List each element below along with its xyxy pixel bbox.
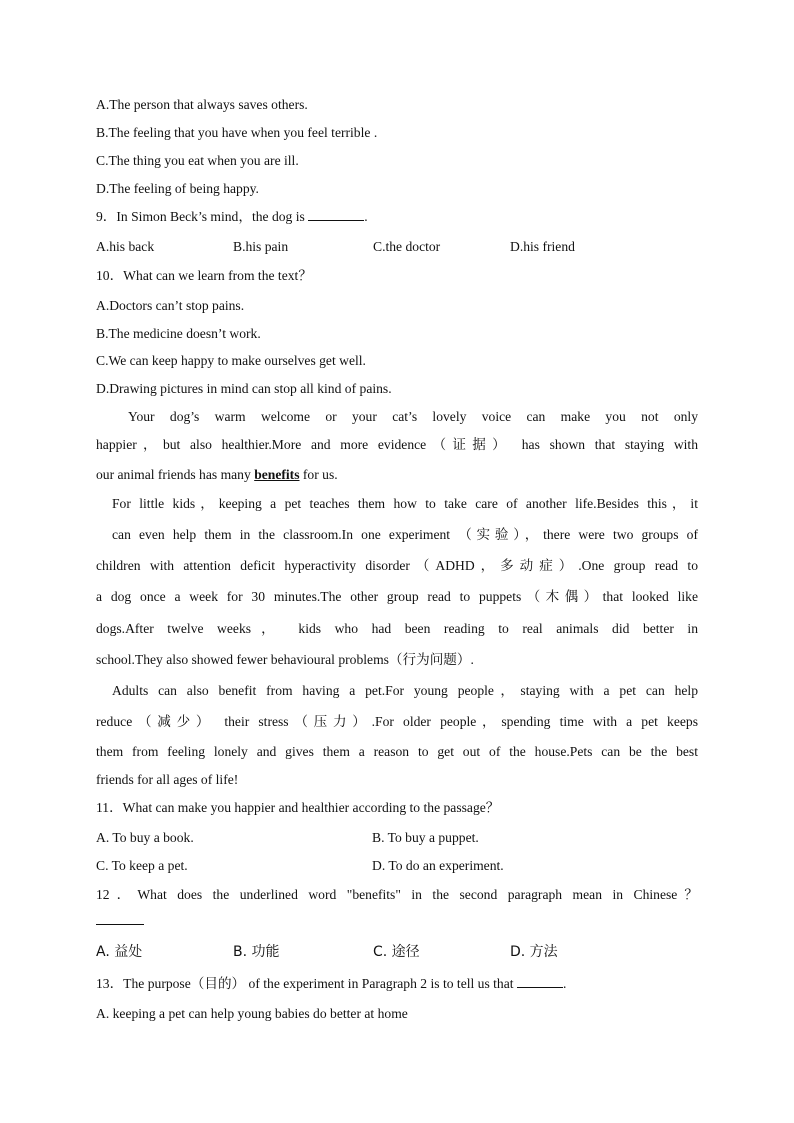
q9-answer-blank: [308, 208, 364, 221]
underlined-word-benefits: benefits: [254, 467, 300, 482]
passage-p1-line1: Your dog’s warm welcome or your cat’s lovely voice can make you not only: [128, 409, 698, 424]
q13-stem-text: 13．The purpose（目的） of the experiment in Paragraph 2 is to tell us that: [96, 976, 514, 991]
passage-p2-line6: school.They also showed fewer behavioural problems（行为问题）.: [96, 652, 474, 667]
q11-option-a: A. To buy a book.: [96, 830, 194, 845]
q12-option-b: B. 功能: [233, 944, 280, 960]
passage-p1-line3-end: for us.: [302, 467, 338, 482]
passage-p3-line2: reduce（减少） their stress（压力）.For older people，spending time with a pet keeps: [96, 714, 698, 729]
passage-p3-line3: them from feeling lonely and gives them a reason to get out of the house.Pets can be the best: [96, 744, 698, 759]
q12-option-a: A. 益处: [96, 944, 143, 960]
q8-option-c: C.The thing you eat when you are ill.: [96, 153, 299, 168]
q9-option-c: C.the doctor: [373, 239, 441, 254]
q10-option-c: C.We can keep happy to make ourselves get well.: [96, 353, 366, 368]
passage-p2-line5: dogs.After twelve weeks， kids who had been reading to real animals did better in: [96, 621, 698, 636]
q12-stem: 12．What does the underlined word "benefits" in the second paragraph mean in Chinese？: [96, 887, 698, 902]
passage-p1-line3-text: our animal friends has many: [96, 467, 251, 482]
passage-p2-line2: can even help them in the classroom.In one experiment （实验），there were two groups of: [112, 527, 698, 542]
q10-option-a: A.Doctors can’t stop pains.: [96, 298, 245, 313]
q13-option-a: A. keeping a pet can help young babies do better at home: [96, 1006, 408, 1021]
q11-option-c: C. To keep a pet.: [96, 858, 188, 873]
passage-p1-line3: [96, 466, 338, 484]
passage-p3-line4: friends for all ages of life!: [96, 772, 239, 787]
q9-stem-text: 9．In Simon Beck’s mind，the dog is: [96, 209, 305, 224]
q9-stem-end: .: [364, 209, 368, 224]
q12-option-c: C. 途径: [373, 944, 420, 960]
q11-stem: 11．What can make you happier and healthier according to the passage？: [96, 800, 500, 815]
q9-option-d: D.his friend: [510, 239, 575, 254]
q13-stem: [96, 975, 566, 993]
q8-option-d: D.The feeling of being happy.: [96, 181, 259, 196]
q9-option-b: B.his pain: [233, 239, 289, 254]
q12-answer-blank: [96, 912, 144, 925]
q11-option-b: B. To buy a puppet.: [372, 830, 479, 845]
passage-p2-line4: a dog once a week for 30 minutes.The other group read to puppets（木偶）that looked like: [96, 589, 698, 604]
q10-stem: 10．What can we learn from the text？: [96, 268, 312, 283]
q10-option-d: D.Drawing pictures in mind can stop all kind of pains.: [96, 381, 392, 396]
q13-stem-end: .: [562, 976, 567, 991]
q9-option-a: A.his back: [96, 239, 155, 254]
passage-p1-line2: happier，but also healthier.More and more evidence（证据） has shown that staying with: [96, 437, 698, 452]
passage-p2-line1: For little kids，keeping a pet teaches them how to take care of another life.Besides this，it: [112, 496, 698, 511]
q13-answer-blank: [517, 975, 563, 988]
q9-stem: [96, 208, 368, 226]
q12-option-d: D. 方法: [510, 944, 558, 960]
q8-option-a: A.The person that always saves others.: [96, 97, 308, 112]
q12-answer-line: [96, 912, 144, 930]
q11-option-d: D. To do an experiment.: [372, 858, 504, 873]
q10-option-b: B.The medicine doesn’t work.: [96, 326, 261, 341]
passage-p3-line1: Adults can also benefit from having a pet.For young people，staying with a pet can help: [112, 683, 698, 698]
q8-option-b: B.The feeling that you have when you feel terrible .: [96, 125, 378, 140]
passage-p2-line3: children with attention deficit hyperactivity disorder（ADHD，多动症）.One group read to: [96, 558, 698, 573]
